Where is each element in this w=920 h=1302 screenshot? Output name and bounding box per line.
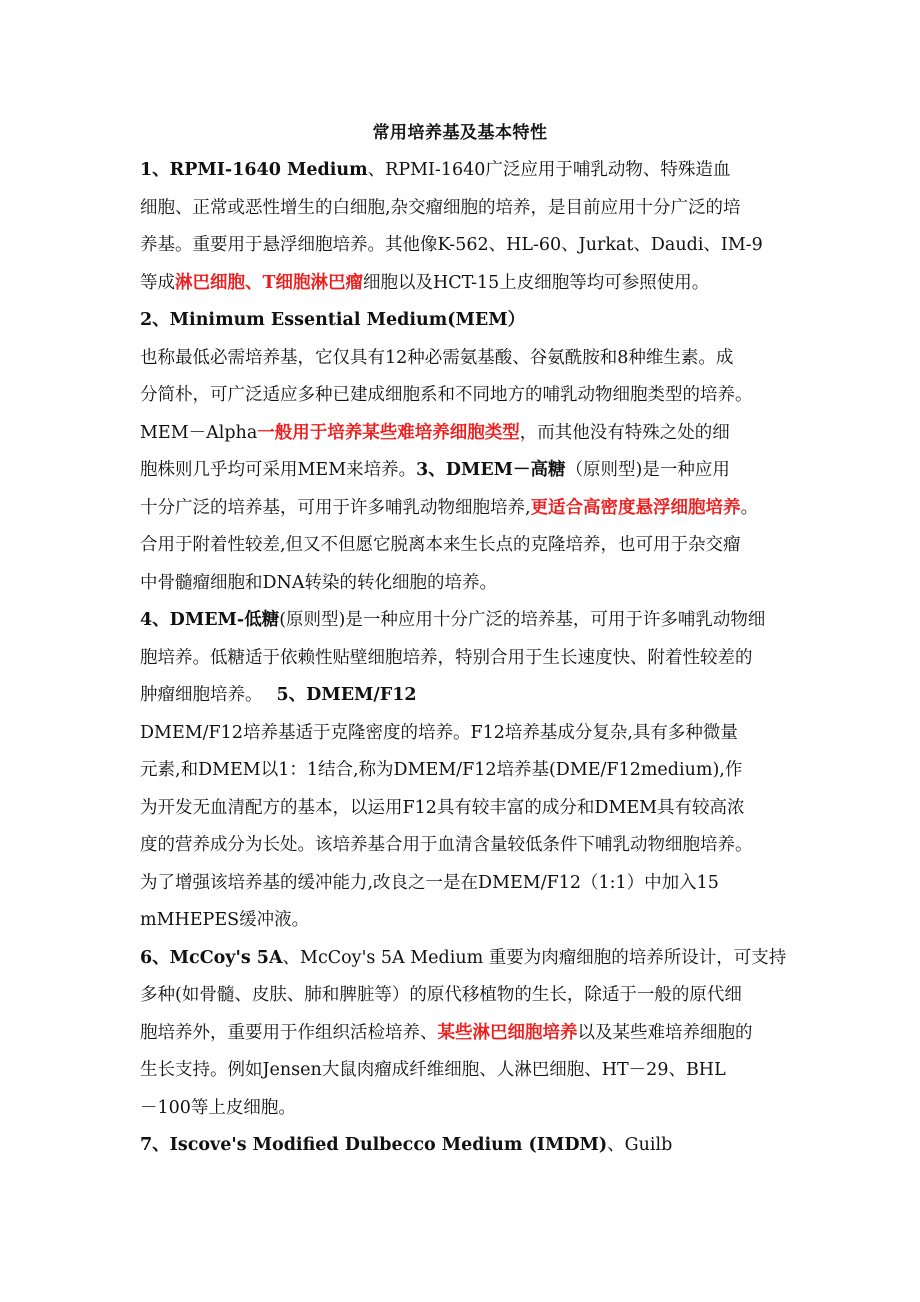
document-title: 常用培养基及基本特性 [372,123,548,143]
paragraph-line: 分简朴，可广泛适应多种已建成细胞系和不同地方的哺乳动物细胞类型的培养。 [140,385,753,405]
paragraph-line: 等成淋巴细胞、T细胞淋巴瘤细胞以及HCT-15上皮细胞等均可参照使用。 [140,272,710,293]
paragraph-line: 细胞、正常或恶性增生的白细胞,杂交瘤细胞的培养，是目前应用十分广泛的培 [140,197,741,218]
section-heading: 3、DMEM－高糖 [416,460,566,480]
section-heading: 6、McCoy's 5A [140,947,283,968]
highlight-text: 某些淋巴细胞培养 [437,1022,578,1043]
paragraph-line: 生长支持。例如Jensen大鼠肉瘤成纤维细胞、人淋巴细胞、HT－29、BHL [140,1060,726,1080]
document-body [140,152,800,1165]
paragraph-line: 元素,和DMEM以1：1结合,称为DMEM/F12培养基(DME/F12medium),作 [140,760,743,780]
highlight-text: 淋巴细胞、T细胞淋巴瘤 [175,272,364,293]
section-heading: 7、Iscove's Modified Dulbecco Medium (IMDM) [140,1135,608,1155]
paragraph-line: 4、DMEM-低糖(原则型)是一种应用十分广泛的培养基，可用于许多哺乳动物细 [140,610,766,630]
paragraph-line: mMHEPES缓冲液。 [140,910,310,930]
paragraph-line: 为开发无血清配方的基本，以运用F12具有较丰富的成分和DMEM具有较高浓 [140,797,745,818]
paragraph-line: 养基。重要用于悬浮细胞培养。其他像K-562、HL-60、Jurkat、Daudi、IM-9 [140,235,763,255]
section-heading: 4、DMEM-低糖 [140,610,280,630]
paragraph-line: 胞培养。低糖适于依赖性贴壁细胞培养，特别合用于生长速度快、附着性较差的 [140,647,753,668]
paragraph-line: 肿瘤细胞培养。 5、DMEM/F12 [140,685,417,705]
paragraph-line: DMEM/F12培养基适于克隆密度的培养。F12培养基成分复杂,具有多种微量 [140,722,738,743]
paragraph-line: 也称最低必需培养基，它仅具有12种必需氨基酸、谷氨酰胺和8种维生素。成 [140,347,734,368]
highlight-text: 更适合高密度悬浮细胞培养 [530,497,741,518]
paragraph-line: 为了增强该培养基的缓冲能力,改良之一是在DMEM/F12（1:1）中加入15 [140,872,719,893]
section-heading: 5、DMEM/F12 [276,685,417,705]
paragraph-line: 胞株则几乎均可采用MEM来培养。3、DMEM－高糖（原则型)是一种应用 [140,460,730,480]
paragraph-line: 十分广泛的培养基，可用于许多哺乳动物细胞培养,更适合高密度悬浮细胞培养。 [140,497,759,518]
paragraph-line: 合用于附着性较差,但又不但愿它脱离本来生长点的克隆培养，也可用于杂交瘤 [140,535,741,555]
section-heading: 2、Minimum Essential Medium(MEM） [140,310,526,330]
paragraph-line: 多种(如骨髓、皮肤、肺和脾脏等）的原代移植物的生长，除适于一般的原代细 [140,985,742,1005]
paragraph-line: 1、RPMI-1640 Medium、RPMI-1640广泛应用于哺乳动物、特殊造血 [140,160,731,180]
section-heading: 1、RPMI-1640 Medium [140,160,368,180]
paragraph-line: 度的营养成分为长处。该培养基合用于血清含量较低条件下哺乳动物细胞培养。 [140,835,753,855]
paragraph-line: MEM－Alpha一般用于培养某些难培养细胞类型，而其他没有特殊之处的细 [140,422,730,443]
paragraph-line: 中骨髓瘤细胞和DNA转染的转化细胞的培养。 [140,572,497,593]
paragraph-line: 6、McCoy's 5A、McCoy's 5A Medium 重要为肉瘤细胞的培养所设计，可支持 [140,947,787,968]
paragraph-line: 胞培养外，重要用于作组织活检培养、某些淋巴细胞培养以及某些难培养细胞的 [140,1022,753,1043]
paragraph-line: 7、Iscove's Modified Dulbecco Medium (IMDM)、Guilb [140,1135,673,1155]
paragraph-line: －100等上皮细胞。 [140,1097,296,1118]
highlight-text: 一般用于培养某些难培养细胞类型 [257,422,520,443]
